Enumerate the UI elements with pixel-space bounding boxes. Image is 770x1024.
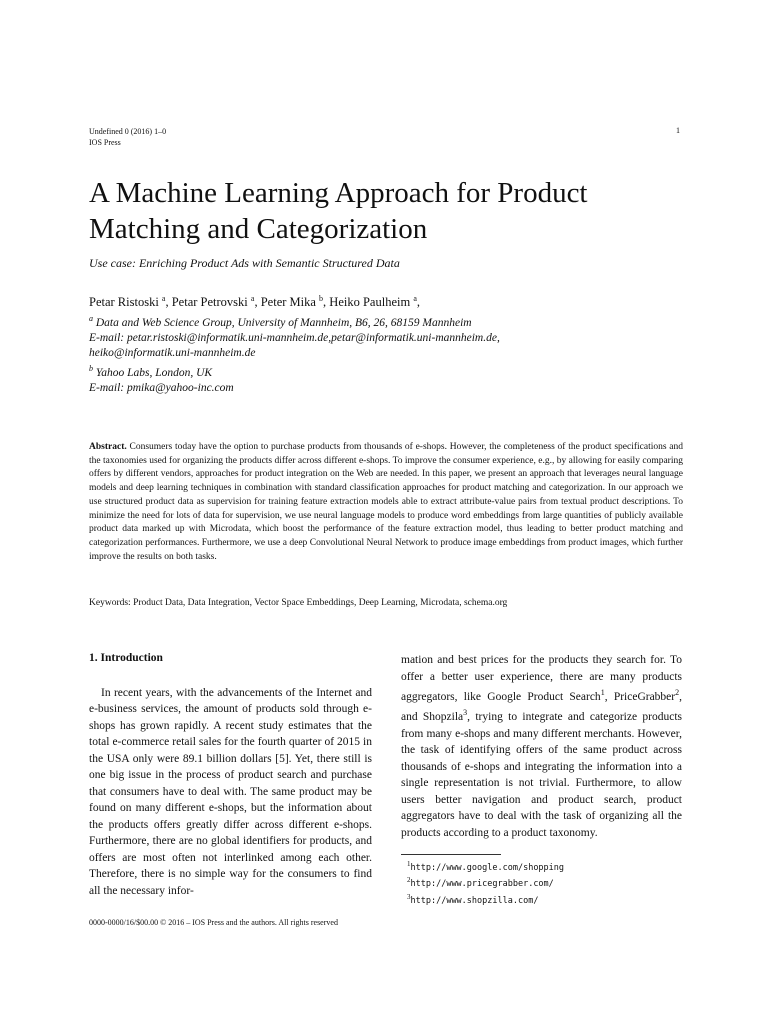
intro-paragraph-cont: mation and best prices for the products they search for. To offer a better user experience, there are many products aggregators, like Google Product Search <box>401 654 682 703</box>
right-column <box>401 652 682 841</box>
paper-subtitle: Use case: Enriching Product Ads with Semantic Structured Data <box>89 256 400 270</box>
footnote <box>407 874 564 890</box>
footnote-link[interactable]: http://www.shopzilla.com/ <box>410 895 539 906</box>
author-affiliation-mark: a <box>161 294 166 303</box>
intro-paragraph-cont: , and Shopzila <box>401 690 682 724</box>
footnote-link[interactable]: http://www.pricegrabber.com/ <box>410 879 554 890</box>
running-header <box>89 126 166 148</box>
intro-paragraph-cont: , PriceGrabber <box>604 690 676 703</box>
affiliation-a-email: E-mail: petar.ristoski@informatik.uni-mannheim.de,petar@informatik.uni-mannheim.de, <box>89 331 500 344</box>
footnote <box>407 858 564 874</box>
footnotes <box>407 858 564 907</box>
footnote-mark: 3 <box>407 892 411 901</box>
intro-paragraph: In recent years, with the advancements of the Internet and e-business services, the amount of products sold through e-shops has grown rapidly. A recent study estimates that the total e-commerce retail sales for the fourth quarter of 2015 in the USA only were 89.1 billion dollars [5]. Yet, there still is one big issue in the process of product search and purchase that consumers have to deal with. The same product may be found on many different e-shops, but the information about the products offers greatly differ across different e-shops. Furthermore, there are no global identifiers for products, and offers are most often not interlinked among each other. Therefore, there is no simple way for the consumers to find all the necessary infor- <box>89 686 372 897</box>
affiliation-mark: a <box>89 314 93 323</box>
page-number: 1 <box>676 126 680 135</box>
author-name: Petar Petrovski <box>171 295 248 310</box>
journal-line: Undefined 0 (2016) 1–0 <box>89 127 167 136</box>
affiliation-b: Yahoo Labs, London, UK <box>95 366 213 379</box>
author-affiliation-mark: a <box>413 294 417 303</box>
footnote-ref[interactable]: 3 <box>463 708 468 718</box>
affiliation-b-email: E-mail: pmika@yahoo-inc.com <box>89 381 234 394</box>
author-affiliation-mark: b <box>319 294 324 303</box>
abstract <box>89 441 683 564</box>
footnote-mark: 1 <box>407 860 411 868</box>
section-heading: 1. Introduction <box>89 652 163 664</box>
paper-title: A Machine Learning Approach for Product Matching and Categorization <box>89 177 588 245</box>
affiliations <box>89 311 689 396</box>
author-affiliation-mark: a <box>250 294 255 303</box>
footnote-ref[interactable]: 1 <box>600 688 605 697</box>
footnote <box>407 891 564 907</box>
affiliation-mark: b <box>89 363 93 373</box>
footnote-mark: 2 <box>407 876 411 885</box>
abstract-label: Abstract. <box>89 442 127 452</box>
footnote-divider <box>401 854 501 855</box>
footnote-link[interactable]: http://www.google.com/shopping <box>410 862 565 873</box>
publisher: IOS Press <box>89 138 121 147</box>
author-name: Heiko Paulheim <box>329 295 411 310</box>
footnote-ref[interactable]: 2 <box>675 688 680 697</box>
author-name: Petar Ristoski <box>89 295 159 310</box>
keywords: Keywords: Product Data, Data Integration, Vector Space Embeddings, Deep Learning, Microdata, schema.org <box>89 598 508 608</box>
affiliation-a-email-cont: heiko@informatik.uni-mannheim.de <box>89 346 256 359</box>
author-list: Petar Ristoski $^a$, Petar Petrovski $^a$, Peter Mika $^b$, Heiko Paulheim $^a$, <box>89 294 420 310</box>
intro-paragraph-cont: , trying to integrate and categorize products from many e-shops and many different merchants. However, the task of identifying offers of the same product across thousands of e-shops and integrating the information into a single representation is not trivial. Furthermore, to allow users better navigation and product search, product aggregators have to deal with the task of organizing all the products according to a product taxonomy. <box>401 711 683 839</box>
abstract-text: Consumers today have the option to purchase products from thousands of e-shops. However, the completeness of the product specifications and the taxonomies used for organizing the products differ across different e-shops. To improve the consumer experience, e.g., by allowing for easily comparing offers by different vendors, approaches for product integration on the Web are needed. In this paper, we present an approach that leverages neural language models and deep learning techniques in combination with standard classification approaches for product matching and categorization. In our approach we use structured product data as supervision for training feature extraction models able to extract attribute-value pairs from textual product descriptions. To minimize the need for lots of data for supervision, we use neural language models to produce word embeddings from large quantities of publicly available product data marked up with Microdata, which boost the performance of the feature extraction model, thus leading to better product matching and categorization performances. Furthermore, we use a deep Convolutional Neural Network to produce image embeddings from product images, which further improve the results on both tasks. <box>89 442 684 562</box>
left-column <box>89 650 372 899</box>
affiliation-a: Data and Web Science Group, University of Mannheim, B6, 26, 68159 Mannheim <box>95 316 472 329</box>
copyright-footer: 0000-0000/16/$00.00 © 2016 – IOS Press and the authors. All rights reserved <box>89 918 338 927</box>
author-name: Peter Mika <box>260 295 316 310</box>
